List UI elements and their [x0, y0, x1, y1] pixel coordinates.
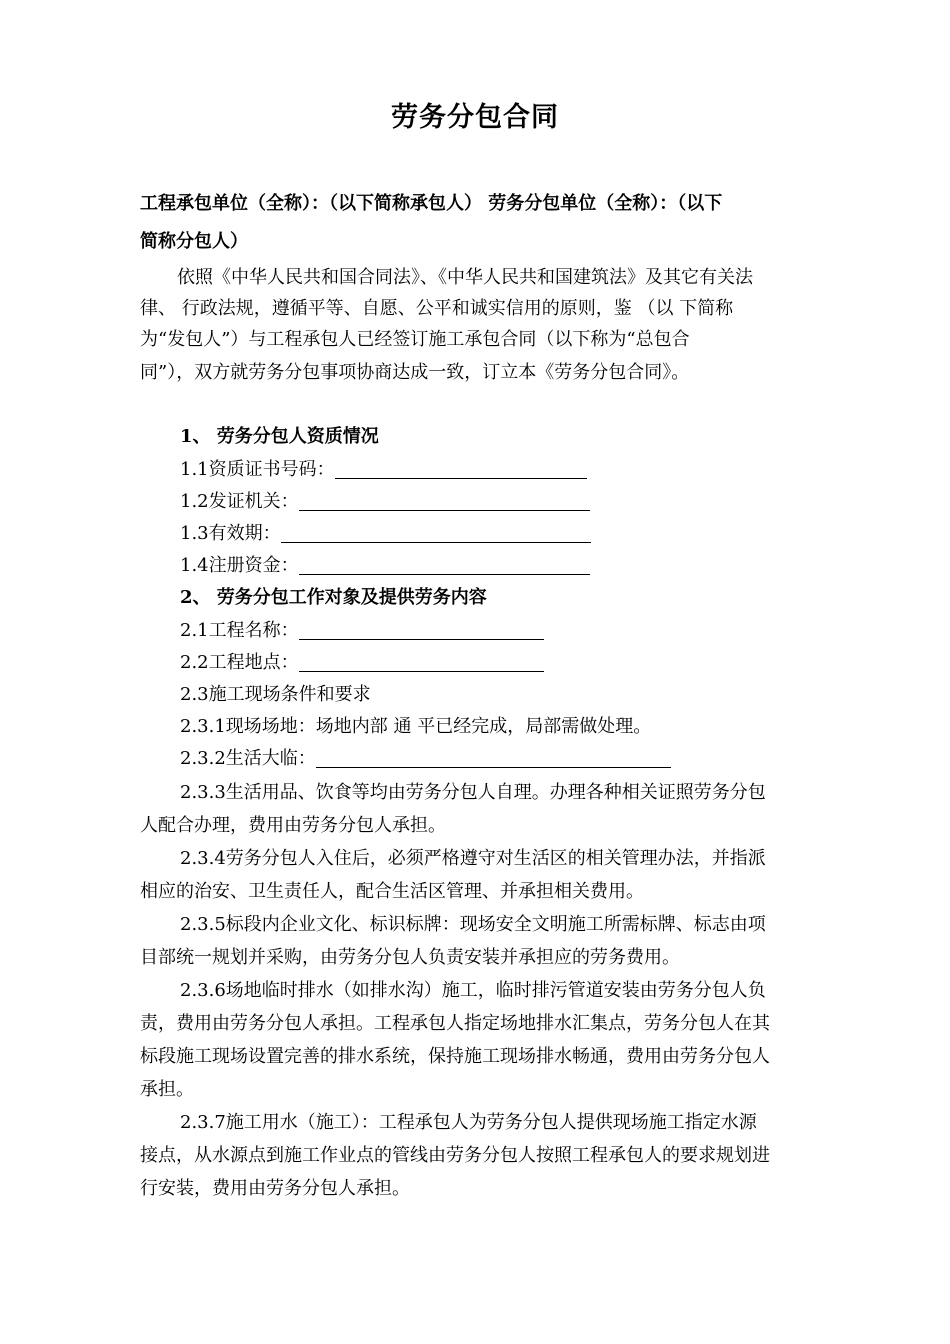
clause-2-3-5-line-2: 目部统一规划并采购，由劳务分包人负责安装并承担应的劳务费用。 [140, 947, 680, 968]
clause-2-3-7-line-1: 2.3.7施工用水（施工）：工程承包人为劳务分包人提供现场施工指定水源 [180, 1112, 757, 1133]
clause-2-3-4-line-1: 2.3.4劳务分包人入住后，必须严格遵守对生活区的相关管理办法，并指派 [180, 848, 766, 869]
clause-2-3-6-line-4: 承担。 [140, 1079, 194, 1100]
field-label: 1.3有效期： [180, 523, 281, 544]
field-label: 2.1工程名称： [180, 620, 299, 641]
clause-2-3-6-line-3: 标段施工现场设置完善的排水系统，保持施工现场排水畅通，费用由劳务分包人 [140, 1046, 770, 1067]
intro-line-2: 律、 行政法规，遵循平等、自愿、公平和诚实信用的原则，鉴 （以 下简称 [140, 298, 734, 319]
site-conditions-heading: 2.3施工现场条件和要求 [180, 684, 371, 705]
intro-line-4: 同”），双方就劳务分包事项协商达成一致，订立本《劳务分包合同》。 [140, 362, 690, 383]
field-project-location [180, 647, 544, 679]
clause-2-3-3-line-1: 2.3.3生活用品、饮食等均由劳务分包人自理。办理各种相关证照劳务分包 [180, 782, 766, 803]
clause-2-3-5-line-1: 2.3.5标段内企业文化、标识标牌：现场安全文明施工所需标牌、标志由项 [180, 914, 766, 935]
field-label: 2.2工程地点： [180, 652, 299, 673]
clause-2-3-6-line-2: 责，费用由劳务分包人承担。工程承包人指定场地排水汇集点，劳务分包人在其 [140, 1013, 770, 1034]
field-registered-capital [180, 550, 590, 582]
field-validity [180, 518, 591, 550]
site-area-clause: 2.3.1现场场地：场地内部 通 平已经完成，局部需做处理。 [180, 716, 652, 737]
clause-2-3-3-line-2: 人配合办理，费用由劳务分包人承担。 [140, 815, 446, 836]
field-certificate-number [180, 454, 587, 486]
blank-line [335, 458, 587, 479]
blank-line [281, 522, 591, 543]
clause-2-3-6-line-1: 2.3.6场地临时排水（如排水沟）施工，临时排污管道安装由劳务分包人负 [180, 980, 766, 1001]
blank-line [299, 651, 544, 672]
blank-line [299, 490, 590, 511]
field-label: 1.1资质证书号码： [180, 459, 335, 480]
document-title: 劳务分包合同 [391, 102, 559, 133]
parties-line-1: 工程承包单位（全称）：（以下简称承包人） 劳务分包单位（全称）：（以下 [140, 193, 723, 214]
clause-2-3-7-line-2: 接点，从水源点到施工作业点的管线由劳务分包人按照工程承包人的要求规划进 [140, 1145, 770, 1166]
blank-line [299, 554, 590, 575]
field-label: 2.3.2生活大临： [180, 748, 316, 769]
clause-2-3-7-line-3: 行安装，费用由劳务分包人承担。 [140, 1178, 410, 1199]
section-1-heading: 1、 劳务分包人资质情况 [180, 426, 379, 447]
field-label: 1.2发证机关： [180, 491, 299, 512]
blank-line [316, 747, 671, 768]
clause-2-3-4-line-2: 相应的治安、卫生责任人，配合生活区管理、并承担相关费用。 [140, 881, 644, 902]
intro-line-3: 为“发包人”）与工程承包人已经签订施工承包合同（以下称为“总包合 [140, 329, 690, 350]
parties-line-2: 简称分包人） [140, 231, 248, 252]
field-issuing-authority [180, 486, 590, 518]
field-temporary-living [180, 743, 671, 775]
section-2-heading: 2、 劳务分包工作对象及提供劳务内容 [180, 587, 487, 608]
intro-line-1: 依照《中华人民共和国合同法》、《中华人民共和国建筑法》及其它有关法 [177, 267, 753, 288]
field-label: 1.4注册资金： [180, 555, 299, 576]
blank-line [299, 619, 544, 640]
field-project-name [180, 615, 544, 647]
